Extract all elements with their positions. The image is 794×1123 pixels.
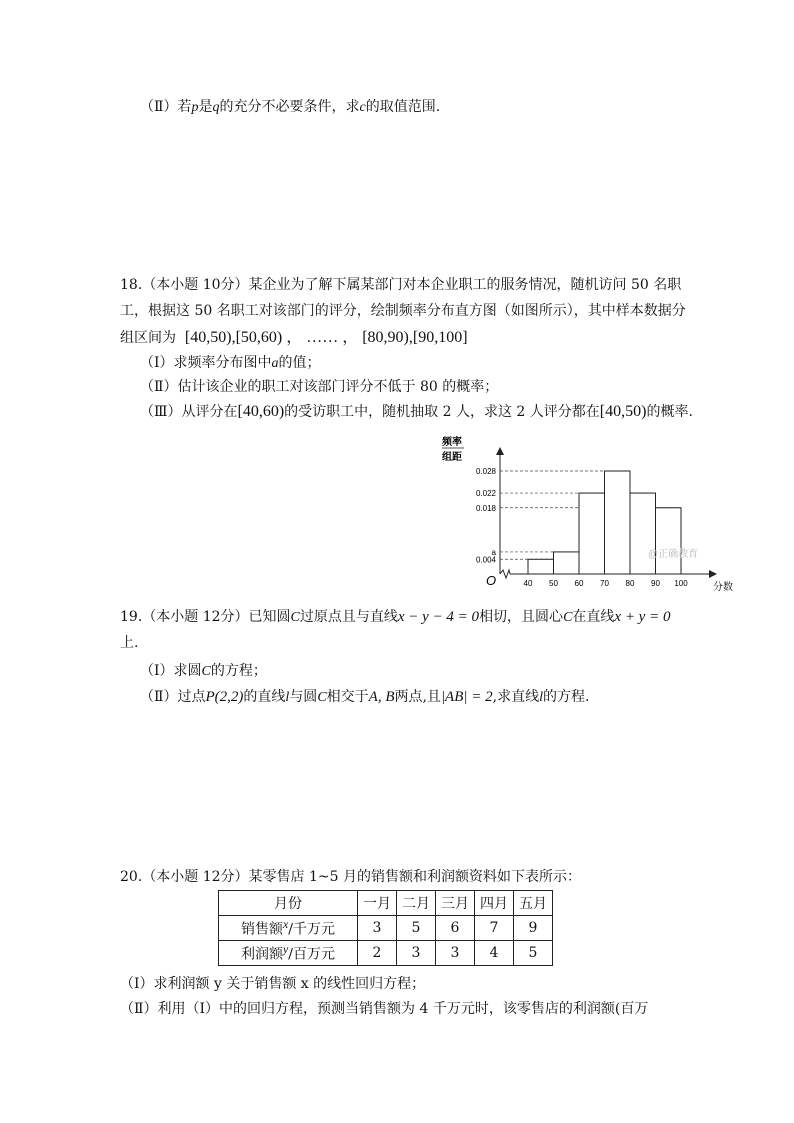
q18-part2: （Ⅱ）估计该企业的职工对该部门评分不低于 80 的概率； — [140, 379, 499, 395]
table-header-cell: 月份 — [219, 891, 358, 916]
origin-label: O — [486, 573, 497, 588]
var-C-3: C — [201, 664, 211, 679]
watermark: @正确教育 — [648, 549, 699, 560]
ylabel-bottom: 组距 — [442, 452, 462, 463]
y-tick-label: 0.018 — [475, 503, 496, 513]
q19-line1 — [120, 606, 670, 626]
row-label-text: 利润额 — [241, 946, 284, 963]
x-tick-label: 40 — [523, 579, 533, 588]
q18-part3 — [140, 401, 693, 421]
q18-part1-text-a: （Ⅰ）求频率分布图中 — [140, 355, 272, 371]
q19-part1 — [140, 660, 267, 680]
var-q: q — [212, 100, 220, 115]
x-tick-label: 80 — [625, 579, 635, 588]
var-C-4: C — [317, 690, 327, 705]
histogram-bar — [528, 559, 554, 574]
q19-part2-text-a: （Ⅱ）过点 — [140, 689, 206, 705]
var-C: C — [290, 610, 300, 625]
var-c: c — [359, 100, 366, 115]
x-tick-label: 50 — [549, 579, 558, 588]
q18-line3-text: 组区间为 — [120, 330, 176, 346]
x-tick-label: 70 — [600, 579, 609, 588]
range-40-50: [40,50) — [599, 403, 647, 420]
q18-part3-text-b: 的受访职工中，随机抽取 2 人，求这 2 人评分都在 — [284, 404, 600, 420]
q17-text-a: （Ⅱ）若 — [140, 99, 192, 115]
table-cell: 7 — [475, 916, 514, 941]
table-row — [219, 916, 553, 941]
row-label-unit: /千万元 — [288, 921, 335, 938]
var-a: a — [271, 356, 279, 371]
q19-line2: 上. — [120, 635, 139, 651]
abs-AB: |AB| = 2 — [440, 689, 493, 705]
table-header-cell: 一月 — [358, 891, 397, 916]
line-equation-2: x + y = 0 — [614, 609, 671, 625]
table-header-cell: 二月 — [397, 891, 436, 916]
point-P: P(2,2) — [205, 689, 244, 705]
q19-text-d: 在直线 — [572, 609, 615, 625]
histogram-bar — [605, 471, 631, 574]
q20-part1: （Ⅰ）求利润额 y 关于销售额 x 的线性回归方程； — [120, 976, 426, 992]
table-cell: 5 — [514, 941, 553, 966]
q17-part2 — [140, 96, 440, 116]
q19-text-b: 过原点且与直线 — [299, 609, 398, 625]
histogram-bar — [554, 552, 580, 574]
table-row — [219, 941, 553, 966]
table-cell: 9 — [514, 916, 553, 941]
table-cell: 3 — [358, 916, 397, 941]
q20-part2: （Ⅱ）利用（Ⅰ）中的回归方程，预测当销售额为 4 千万元时，该零售店的利润额(百万 — [120, 1001, 649, 1017]
q17-text-b: 是 — [198, 99, 213, 115]
ylabel-top: 频率 — [442, 437, 462, 448]
row-label-sales — [219, 916, 358, 941]
q18-line2: 工，根据这 50 名职工对该部门的评分，绘制频率分布直方图（如图所示），其中样本数据分 — [120, 303, 686, 319]
var-l: l — [285, 690, 290, 705]
axis-break — [500, 570, 510, 578]
y-tick-label: a — [491, 547, 496, 557]
xlabel: 分数 — [713, 582, 733, 593]
q18-intervals: [40,50),[50,60) ， …… ， [80,90),[90,100] — [184, 329, 468, 346]
q19-part1-text-b: 的方程； — [210, 663, 267, 679]
frequency-histogram — [440, 433, 733, 593]
table-cell: 5 — [397, 916, 436, 941]
line-equation-1: x − y − 4 = 0 — [397, 609, 480, 625]
q19-part2-text-g: 的方程. — [542, 689, 590, 705]
table-cell: 3 — [436, 941, 475, 966]
row-label-text: 销售额 — [241, 921, 284, 938]
q18-part3-text-a: （Ⅲ）从评分在 — [140, 404, 238, 420]
q19-part2-text-e: 两点,且 — [394, 689, 441, 705]
x-tick-label: 90 — [651, 579, 660, 588]
histogram-bar — [579, 493, 605, 574]
table-header-cell: 三月 — [436, 891, 475, 916]
q17-text-c: 的充分不必要条件，求 — [219, 99, 360, 115]
q18-line3 — [120, 324, 468, 347]
q19-text-a: 19.（本小题 12分）已知圆 — [120, 609, 291, 625]
points-AB: A, B — [368, 689, 395, 705]
q19-part2-text-f: ,求直线 — [492, 689, 540, 705]
y-tick-label: 0.028 — [475, 467, 496, 476]
histogram-bar — [630, 493, 656, 574]
sales-profit-table — [218, 890, 553, 966]
var-y: y — [283, 942, 289, 956]
q19-part2-text-c: 与圆 — [289, 689, 318, 705]
x-tick-label: 100 — [674, 579, 688, 588]
y-tick-label: 0.004 — [475, 555, 496, 565]
q19-part2-text-d: 相交于 — [326, 689, 369, 705]
table-cell: 3 — [397, 941, 436, 966]
table-header-cell: 四月 — [475, 891, 514, 916]
var-C-2: C — [563, 610, 573, 625]
row-label-profit — [219, 941, 358, 966]
table-cell: 6 — [436, 916, 475, 941]
table-header-cell: 五月 — [514, 891, 553, 916]
x-tick-label: 60 — [574, 579, 584, 588]
q18-line1: 18.（本小题 10分）某企业为了解下属某部门对本企业职工的服务情况，随机访问 50 名职 — [120, 277, 682, 293]
q19-text-c: 相切，且圆心 — [479, 609, 564, 625]
row-label-unit: /百万元 — [288, 946, 335, 963]
q18-part3-text-c: 的概率. — [646, 404, 693, 420]
y-tick-label: 0.022 — [475, 489, 496, 499]
q20-line1: 20.（本小题 12分）某零售店 1~5 月的销售额和利润额资料如下表所示： — [120, 869, 581, 885]
q19-part2 — [140, 686, 589, 706]
table-cell: 2 — [358, 941, 397, 966]
range-40-60: [40,60) — [237, 403, 285, 420]
var-p: p — [191, 100, 199, 115]
q17-text-d: 的取值范围. — [365, 99, 441, 115]
q18-part1-text-b: 的值； — [278, 355, 321, 371]
q19-part1-text-a: （Ⅰ）求圆 — [140, 663, 202, 679]
histogram-bar — [656, 508, 682, 574]
q19-part2-text-b: 的直线 — [243, 689, 286, 705]
table-cell: 4 — [475, 941, 514, 966]
table-row — [219, 891, 553, 916]
var-l-2: l — [539, 690, 543, 705]
q18-part1 — [140, 352, 321, 372]
var-x: x — [283, 917, 289, 931]
